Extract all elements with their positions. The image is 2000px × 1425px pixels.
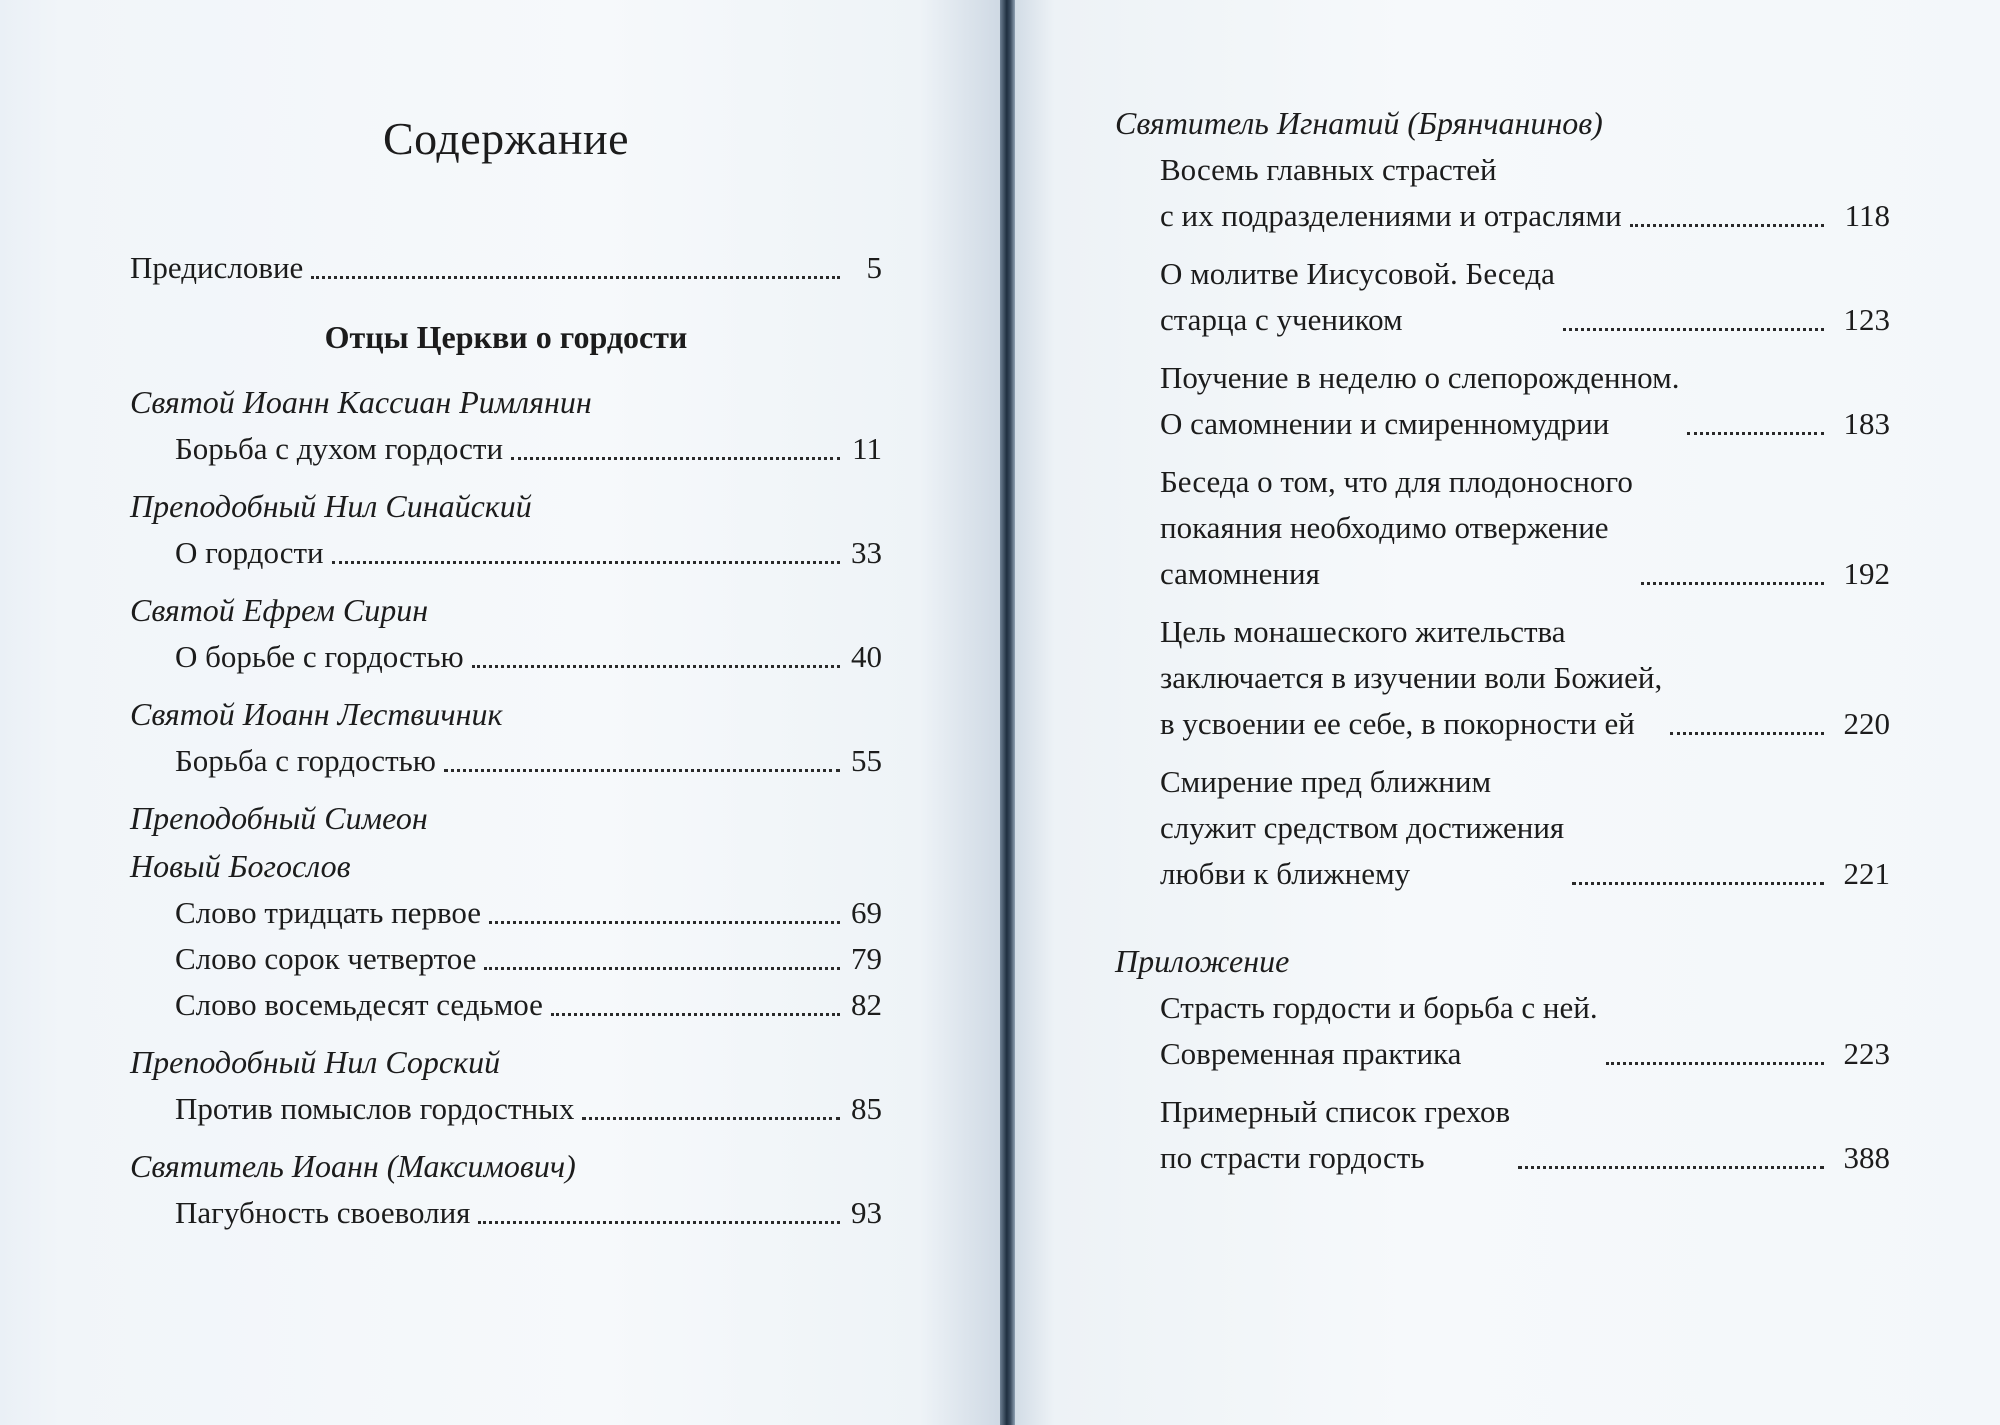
toc-entry	[1160, 147, 1890, 239]
toc-entry-label: О молитве Иисусовой. Беседа старца с учеником	[1160, 256, 1555, 337]
toc-entry-label: Смирение пред ближним служит средством достижения любви к ближнему	[1160, 764, 1565, 891]
author-heading: Святой Иоанн Кассиан Римлянин	[130, 384, 592, 420]
toc-page-number: 388	[1843, 1140, 1890, 1175]
dot-leader	[1687, 428, 1824, 435]
toc-page-number: 33	[851, 535, 882, 570]
toc-entry-label: О борьбе с гордостью	[175, 639, 464, 674]
toc-entry	[175, 1086, 882, 1132]
author-heading: Преподобный Нил Сорский	[130, 1044, 501, 1080]
toc-entry-label: Слово тридцать первое	[175, 895, 482, 930]
dot-leader	[484, 963, 840, 970]
toc-entry	[175, 890, 882, 936]
toc-entry	[175, 738, 882, 784]
toc-entry	[175, 634, 882, 680]
dot-leader	[1563, 324, 1824, 331]
toc-page-number: 82	[851, 987, 882, 1022]
toc-entry-preface	[130, 245, 882, 291]
toc-page-number: 223	[1843, 1036, 1890, 1071]
toc-entry	[1160, 251, 1890, 343]
toc-page-number: 79	[851, 941, 882, 976]
toc-page-number: 55	[851, 743, 882, 778]
toc-entry-label: Борьба с духом гордости	[175, 431, 504, 466]
book-gutter	[1000, 0, 1015, 1425]
toc-page-number: 69	[851, 895, 882, 930]
toc-entry-label: Примерный список грехов по страсти гордость	[1160, 1094, 1511, 1175]
toc-page-number: 220	[1843, 706, 1890, 741]
toc-page-number: 11	[852, 431, 882, 466]
toc-page-number: 192	[1843, 556, 1890, 591]
author-heading: Святитель Игнатий (Брянчанинов)	[1115, 105, 1603, 141]
toc-entry-label: Против помыслов гордостных	[175, 1091, 575, 1126]
author-heading: Святитель Иоанн (Максимович)	[130, 1148, 576, 1184]
dot-leader	[1572, 878, 1824, 885]
toc-entry-label: О гордости	[175, 535, 324, 570]
toc-entry	[175, 936, 882, 982]
dot-leader	[582, 1113, 840, 1120]
toc-entry	[1160, 985, 1890, 1077]
toc-entry-label: Страсть гордости и борьба с ней. Современная практика	[1160, 990, 1598, 1071]
dot-leader	[1641, 578, 1824, 585]
author-heading: Преподобный Симеон Новый Богослов	[130, 800, 428, 884]
toc-entry-label: Слово восемьдесят седьмое	[175, 987, 543, 1022]
dot-leader	[1518, 1162, 1824, 1169]
dot-leader	[1670, 728, 1824, 735]
toc-entry	[1160, 609, 1890, 747]
left-toc	[130, 100, 882, 1246]
toc-entry	[1160, 459, 1890, 597]
toc-entry-label: Борьба с гордостью	[175, 743, 436, 778]
dot-leader	[478, 1217, 840, 1224]
toc-entry	[175, 530, 882, 576]
toc-page-number: 93	[851, 1195, 882, 1230]
toc-entry	[175, 982, 882, 1028]
author-heading: Преподобный Нил Синайский	[130, 488, 532, 524]
dot-leader	[511, 453, 840, 460]
toc-entry-label: Цель монашеского жительства заключается в изучении воли Божией, в усвоении ее себе, в покорности ей	[1160, 614, 1663, 741]
page-title: Содержание	[382, 113, 630, 164]
dot-leader	[311, 272, 840, 279]
author-heading: Святой Иоанн Лествичник	[130, 696, 503, 732]
toc-page-number: 123	[1843, 302, 1890, 337]
toc-entry-label: Восемь главных страстей с их подразделениями и отраслями	[1160, 152, 1622, 233]
toc-page-number: 221	[1843, 856, 1890, 891]
dot-leader	[332, 557, 840, 564]
right-page	[1015, 0, 2000, 1425]
dot-leader	[1606, 1058, 1824, 1065]
toc-page-number: 118	[1844, 198, 1890, 233]
toc-entry	[175, 426, 882, 472]
toc-entry	[1160, 759, 1890, 897]
toc-entry	[175, 1190, 882, 1236]
author-heading: Святой Ефрем Сирин	[130, 592, 429, 628]
section-heading: Отцы Церкви о гордости	[324, 319, 688, 355]
toc-entry-label: Беседа о том, что для плодоносного покаяния необходимо отвержение самомнения	[1160, 464, 1633, 591]
dot-leader	[489, 917, 840, 924]
dot-leader	[551, 1009, 840, 1016]
appendix-heading: Приложение	[1115, 943, 1290, 979]
toc-entry	[1160, 1089, 1890, 1181]
right-toc	[1115, 95, 1890, 1193]
dot-leader	[1630, 220, 1824, 227]
toc-entry-label: Поучение в неделю о слепорожденном. О самомнении и смиренномудрии	[1160, 360, 1680, 441]
toc-entry-label: Предисловие	[130, 250, 304, 285]
toc-entry-label: Пагубность своеволия	[175, 1195, 471, 1230]
toc-page-number: 5	[866, 250, 882, 285]
toc-entry	[1160, 355, 1890, 447]
dot-leader	[472, 661, 840, 668]
toc-page-number: 40	[851, 639, 882, 674]
toc-entry-label: Слово сорок четвертое	[175, 941, 477, 976]
toc-page-number: 85	[851, 1091, 882, 1126]
dot-leader	[444, 765, 840, 772]
toc-page-number: 183	[1843, 406, 1890, 441]
